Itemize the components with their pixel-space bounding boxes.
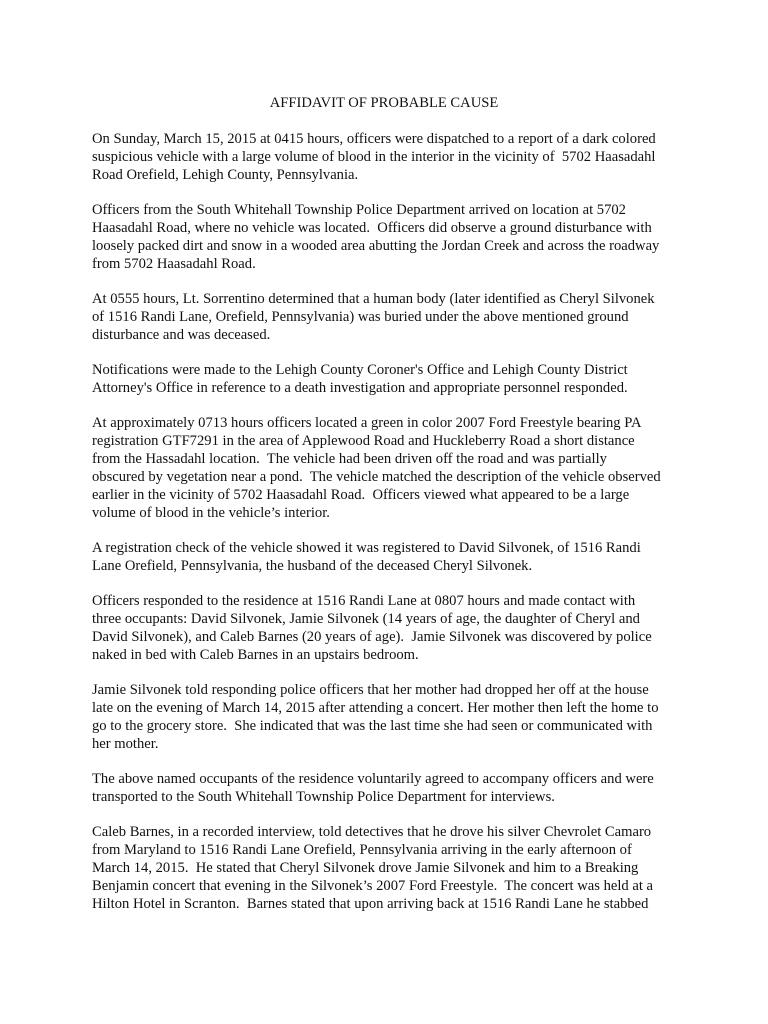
document-title: AFFIDAVIT OF PROBABLE CAUSE [269, 95, 499, 111]
text-line: Officers responded to the residence at 1516 Randi Lane at 0807 hours and made contact with [92, 593, 636, 609]
paragraph-4 [92, 361, 712, 397]
text-line: of 1516 Randi Lane, Orefield, Pennsylvania) was buried under the above mentioned ground [92, 309, 629, 325]
paragraph-10 [92, 823, 712, 913]
text-line: obscured by vegetation near a pond. The vehicle matched the description of the vehicle observed [92, 469, 661, 485]
text-line: from the Hassadahl location. The vehicle had been driven off the road and was partially [92, 451, 607, 467]
text-line: A registration check of the vehicle showed it was registered to David Silvonek, of 1516 Randi [92, 540, 641, 556]
text-line: David Silvonek), and Caleb Barnes (20 years of age). Jamie Silvonek was discovered by police [92, 629, 652, 645]
text-line: Officers from the South Whitehall Township Police Department arrived on location at 5702 [92, 202, 626, 218]
text-line: Lane Orefield, Pennsylvania, the husband of the deceased Cheryl Silvonek. [92, 558, 533, 574]
text-line: On Sunday, March 15, 2015 at 0415 hours, officers were dispatched to a report of a dark colored [92, 131, 656, 147]
text-line: At 0555 hours, Lt. Sorrentino determined that a human body (later identified as Cheryl Silvonek [92, 291, 655, 307]
paragraph-3 [92, 290, 712, 344]
text-line: her mother. [92, 736, 159, 752]
text-line: Road Orefield, Lehigh County, Pennsylvania. [92, 167, 359, 183]
text-line: late on the evening of March 14, 2015 after attending a concert. Her mother then left the home to [92, 700, 659, 716]
paragraph-6 [92, 539, 712, 575]
text-line: volume of blood in the vehicle’s interior. [92, 505, 330, 521]
text-line: March 14, 2015. He stated that Cheryl Silvonek drove Jamie Silvonek and him to a Breaking [92, 860, 639, 876]
text-line: Notifications were made to the Lehigh County Coroner's Office and Lehigh County District [92, 362, 628, 378]
document-body [92, 130, 712, 930]
paragraph-7 [92, 592, 712, 664]
text-line: from 5702 Haasadahl Road. [92, 256, 256, 272]
text-line: three occupants: David Silvonek, Jamie Silvonek (14 years of age, the daughter of Cheryl and [92, 611, 640, 627]
text-line: loosely packed dirt and snow in a wooded area abutting the Jordan Creek and across the roadway [92, 238, 660, 254]
paragraph-9 [92, 770, 712, 806]
text-line: Jamie Silvonek told responding police officers that her mother had dropped her off at the house [92, 682, 649, 698]
text-line: go to the grocery store. She indicated that was the last time she had seen or communicated with [92, 718, 653, 734]
text-line: Attorney's Office in reference to a death investigation and appropriate personnel responded. [92, 380, 628, 396]
paragraph-1 [92, 130, 712, 184]
text-line: The above named occupants of the residence voluntarily agreed to accompany officers and were [92, 771, 654, 787]
text-line: suspicious vehicle with a large volume of blood in the interior in the vicinity of 5702 Haasadahl [92, 149, 656, 165]
text-line: earlier in the vicinity of 5702 Haasadahl Road. Officers viewed what appeared to be a large [92, 487, 630, 503]
text-line: from Maryland to 1516 Randi Lane Orefield, Pennsylvania arriving in the early afternoon of [92, 842, 632, 858]
text-line: At approximately 0713 hours officers located a green in color 2007 Ford Freestyle bearing PA [92, 415, 642, 431]
text-line: Haasadahl Road, where no vehicle was located. Officers did observe a ground disturbance with [92, 220, 652, 236]
paragraph-8 [92, 681, 712, 753]
text-line: Hilton Hotel in Scranton. Barnes stated that upon arriving back at 1516 Randi Lane he stabbed [92, 896, 649, 912]
text-line: Benjamin concert that evening in the Silvonek’s 2007 Ford Freestyle. The concert was held at a [92, 878, 654, 894]
paragraph-5 [92, 414, 712, 522]
text-line: registration GTF7291 in the area of Applewood Road and Huckleberry Road a short distance [92, 433, 635, 449]
text-line: disturbance and was deceased. [92, 327, 271, 343]
text-line: transported to the South Whitehall Township Police Department for interviews. [92, 789, 555, 805]
paragraph-2 [92, 201, 712, 273]
text-line: Caleb Barnes, in a recorded interview, told detectives that he drove his silver Chevrolet Camaro [92, 824, 652, 840]
text-line: naked in bed with Caleb Barnes in an upstairs bedroom. [92, 647, 419, 663]
